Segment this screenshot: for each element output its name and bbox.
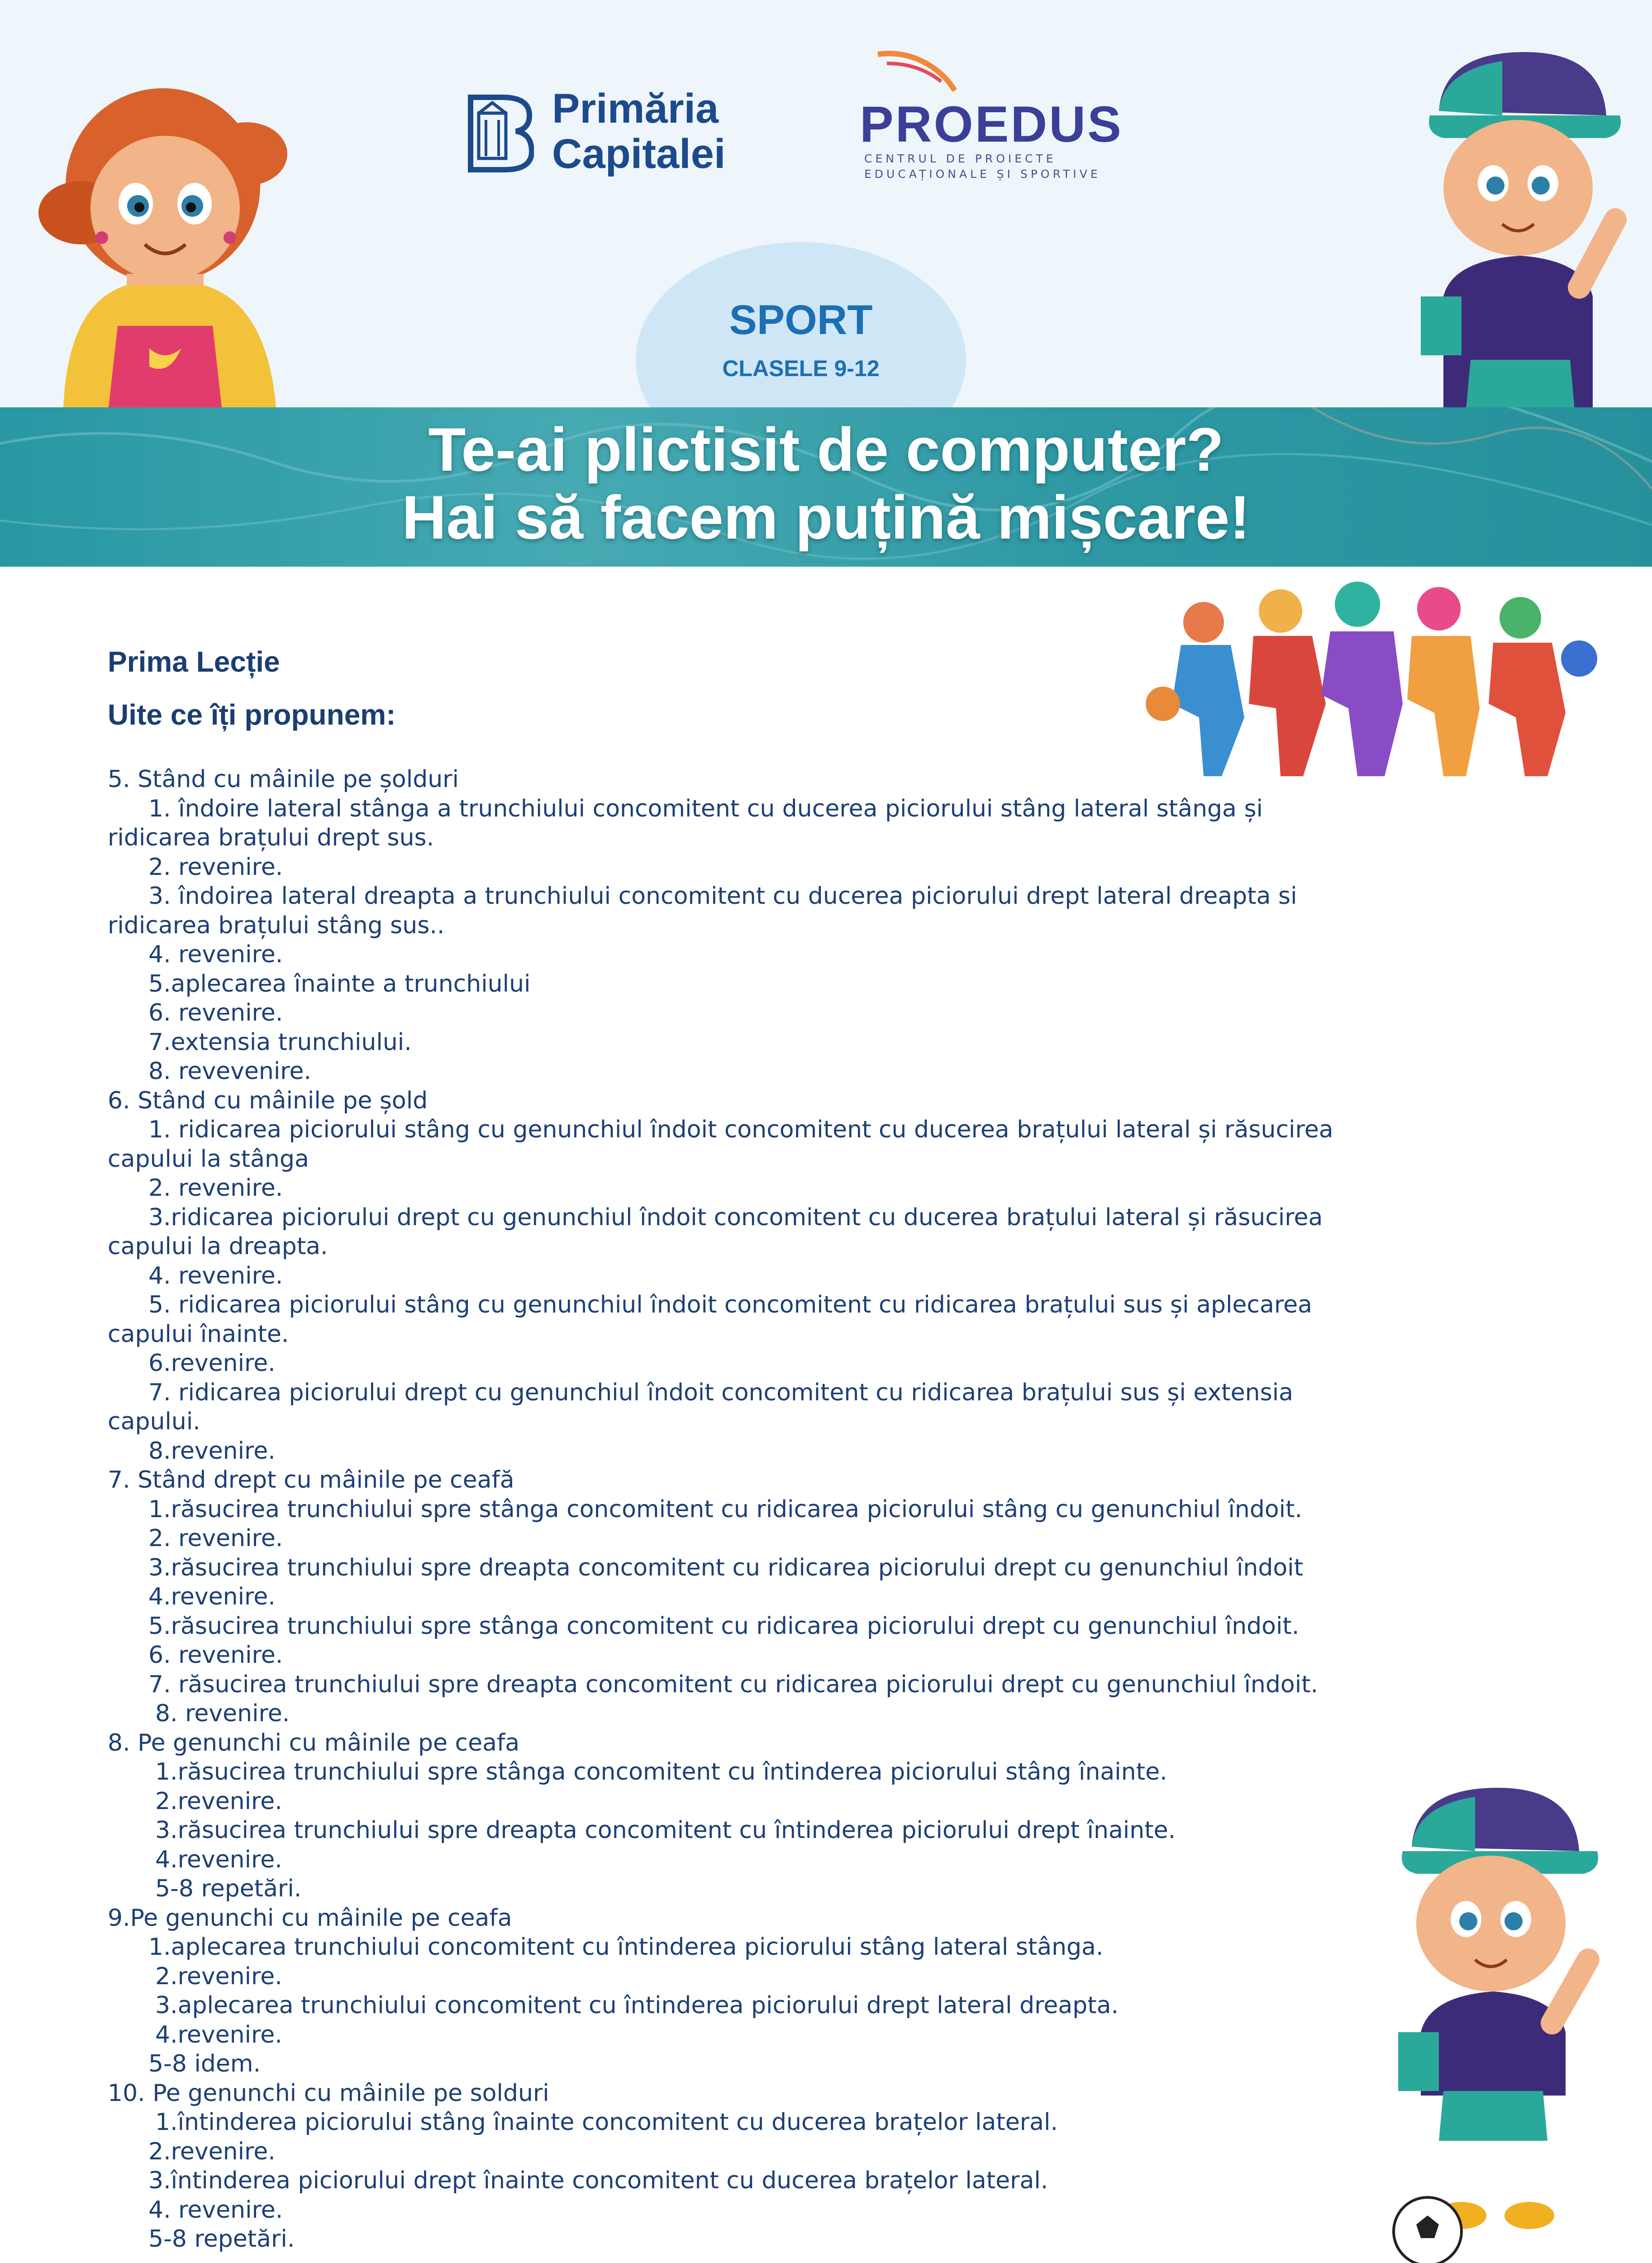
exercise-heading: 9.Pe genunchi cu mâinile pe ceafa — [108, 1904, 512, 1932]
primaria-line1: Primăria — [552, 86, 719, 132]
exercise-line: 1.răsucirea trunchiului spre stânga concomitent cu întinderea piciorului stâng înainte. — [155, 1758, 1167, 1786]
exercise-line: 3. îndoirea lateral dreapta a trunchiului concomitent cu ducerea piciorului drept lateral dreapta si — [148, 883, 1297, 910]
exercise-heading: 6. Stând cu mâinile pe șold — [108, 1087, 428, 1114]
girl-cartoon-illustration — [14, 50, 312, 407]
primaria-capitalei-logo — [466, 86, 725, 177]
exercise-line: 1. îndoire lateral stânga a trunchiului concomitent cu ducerea piciorului stâng lateral stânga și — [148, 795, 1263, 822]
exercise-heading: 8. Pe genunchi cu mâinile pe ceafa — [108, 1729, 520, 1757]
exercise-line: 3.răsucirea trunchiului spre dreapta concomitent cu ridicarea piciorului drept cu genunchiul îndoit — [148, 1554, 1304, 1581]
exercise-line: capului înainte. — [108, 1320, 289, 1348]
exercise-line: 7.extensia trunchiului. — [148, 1028, 412, 1056]
exercise-line: 8. revenire. — [155, 1700, 290, 1727]
sport-badge-subtitle: CLASELE 9-12 — [722, 356, 880, 381]
exercise-line: 4.revenire. — [155, 1846, 282, 1873]
exercise-line: 6.revenire. — [148, 1350, 276, 1377]
exercise-line: capului la stânga — [108, 1145, 309, 1173]
exercise-line: 2. revenire. — [148, 853, 283, 881]
exercise-line: 7. răsucirea trunchiului spre dreapta concomitent cu ridicarea piciorului drept cu genunchiul îndoit. — [148, 1671, 1319, 1698]
exercise-line: 2.revenire. — [148, 2138, 276, 2165]
proedus-tagline — [864, 151, 1136, 182]
exercise-line: 8. revevenire. — [148, 1058, 312, 1085]
headline — [0, 415, 1652, 551]
exercise-line: 1.întinderea piciorului stâng înainte concomitent cu ducerea brațelor lateral. — [155, 2109, 1058, 2136]
sports-silhouettes-illustration — [1131, 568, 1602, 781]
exercise-line: 1.răsucirea trunchiului spre stânga concomitent cu ridicarea piciorului stâng cu genunchiul îndoit. — [148, 1495, 1303, 1523]
exercise-line: 4.revenire. — [155, 2021, 282, 2048]
exercise-line: capului. — [108, 1408, 200, 1435]
exercise-list — [108, 765, 1420, 2254]
lesson-intro: Uite ce îți propunem: — [108, 698, 396, 731]
exercise-line: 3.ridicarea piciorului drept cu genunchiul îndoit concomitent cu ducerea brațului lateral și răsucirea — [148, 1203, 1323, 1231]
proedus-wordmark: PROEDUS — [860, 96, 1123, 153]
exercise-line: 3.întinderea piciorului drept înainte concomitent cu ducerea brațelor lateral. — [148, 2167, 1048, 2194]
exercise-line: 5.răsucirea trunchiului spre stânga concomitent cu ridicarea piciorului drept cu genunchiul îndoit. — [148, 1612, 1300, 1640]
exercise-line: 5.aplecarea înainte a trunchiului — [148, 970, 531, 998]
exercise-line: 4. revenire. — [148, 2196, 283, 2224]
exercise-line: ridicarea brațului stâng sus.. — [108, 912, 445, 939]
exercise-line: 4.revenire. — [148, 1583, 276, 1610]
boy-cartoon-illustration — [1412, 43, 1629, 410]
exercise-line: 1. ridicarea piciorului stâng cu genunchiul îndoit concomitent cu ducerea brațului lateral și răsucirea — [148, 1116, 1333, 1143]
exercise-line: 5. ridicarea piciorului stâng cu genunchiul îndoit concomitent cu ridicarea brațului sus și aplecarea — [148, 1291, 1312, 1318]
primaria-building-icon — [466, 88, 534, 174]
exercise-line: 3.răsucirea trunchiului spre dreapta concomitent cu întinderea piciorului drept înainte. — [155, 1817, 1176, 1844]
exercise-line: 2. revenire. — [148, 1525, 283, 1552]
lesson-title: Prima Lecție — [108, 645, 280, 678]
exercise-heading: 5. Stând cu mâinile pe șolduri — [108, 766, 459, 793]
exercise-line: 3.aplecarea trunchiului concomitent cu întinderea piciorului drept lateral dreapta. — [155, 1992, 1119, 2019]
exercise-line: 5-8 repetări. — [155, 1875, 302, 1902]
exercise-line: 2. revenire. — [148, 1174, 283, 1202]
exercise-line: 6. revenire. — [148, 999, 283, 1026]
exercise-line: 7. ridicarea piciorului drept cu genunchiul îndoit concomitent cu ridicarea brațului sus și extensia — [148, 1379, 1294, 1406]
exercise-line: 5-8 repetări. — [148, 2225, 295, 2253]
exercise-line: capului la dreapta. — [108, 1233, 328, 1260]
primaria-capitalei-wordmark — [552, 86, 725, 177]
headline-line1: Te-ai plictisit de computer? — [428, 415, 1224, 484]
exercise-line: 4. revenire. — [148, 1262, 283, 1289]
boy-with-ball-illustration — [1385, 1779, 1602, 2263]
proedus-tagline-line2: EDUCAȚIONALE ȘI SPORTIVE — [864, 167, 1101, 181]
sport-badge-title: SPORT — [729, 297, 873, 343]
exercise-line: ridicarea brațului drept sus. — [108, 824, 434, 851]
proedus-logo — [855, 50, 1136, 186]
exercise-line: 2.revenire. — [155, 1787, 282, 1815]
exercise-line: 4. revenire. — [148, 941, 283, 968]
exercise-line: 5-8 idem. — [148, 2050, 261, 2077]
proedus-flame-icon — [869, 45, 968, 95]
exercise-line: 2.revenire. — [155, 1962, 282, 1990]
exercise-line: 8.revenire. — [148, 1437, 276, 1465]
exercise-heading: 10. Pe genunchi cu mâinile pe solduri — [108, 2079, 549, 2107]
headline-line2: Hai să facem puțină mișcare! — [402, 483, 1250, 552]
exercise-heading: 7. Stând drept cu mâinile pe ceafă — [108, 1466, 514, 1494]
exercise-line: 1.aplecarea trunchiului concomitent cu întinderea piciorului stâng lateral stânga. — [148, 1934, 1104, 1961]
primaria-line2: Capitalei — [552, 131, 726, 177]
exercise-line: 6. revenire. — [148, 1642, 283, 1669]
proedus-tagline-line1: CENTRUL DE PROIECTE — [864, 152, 1057, 165]
